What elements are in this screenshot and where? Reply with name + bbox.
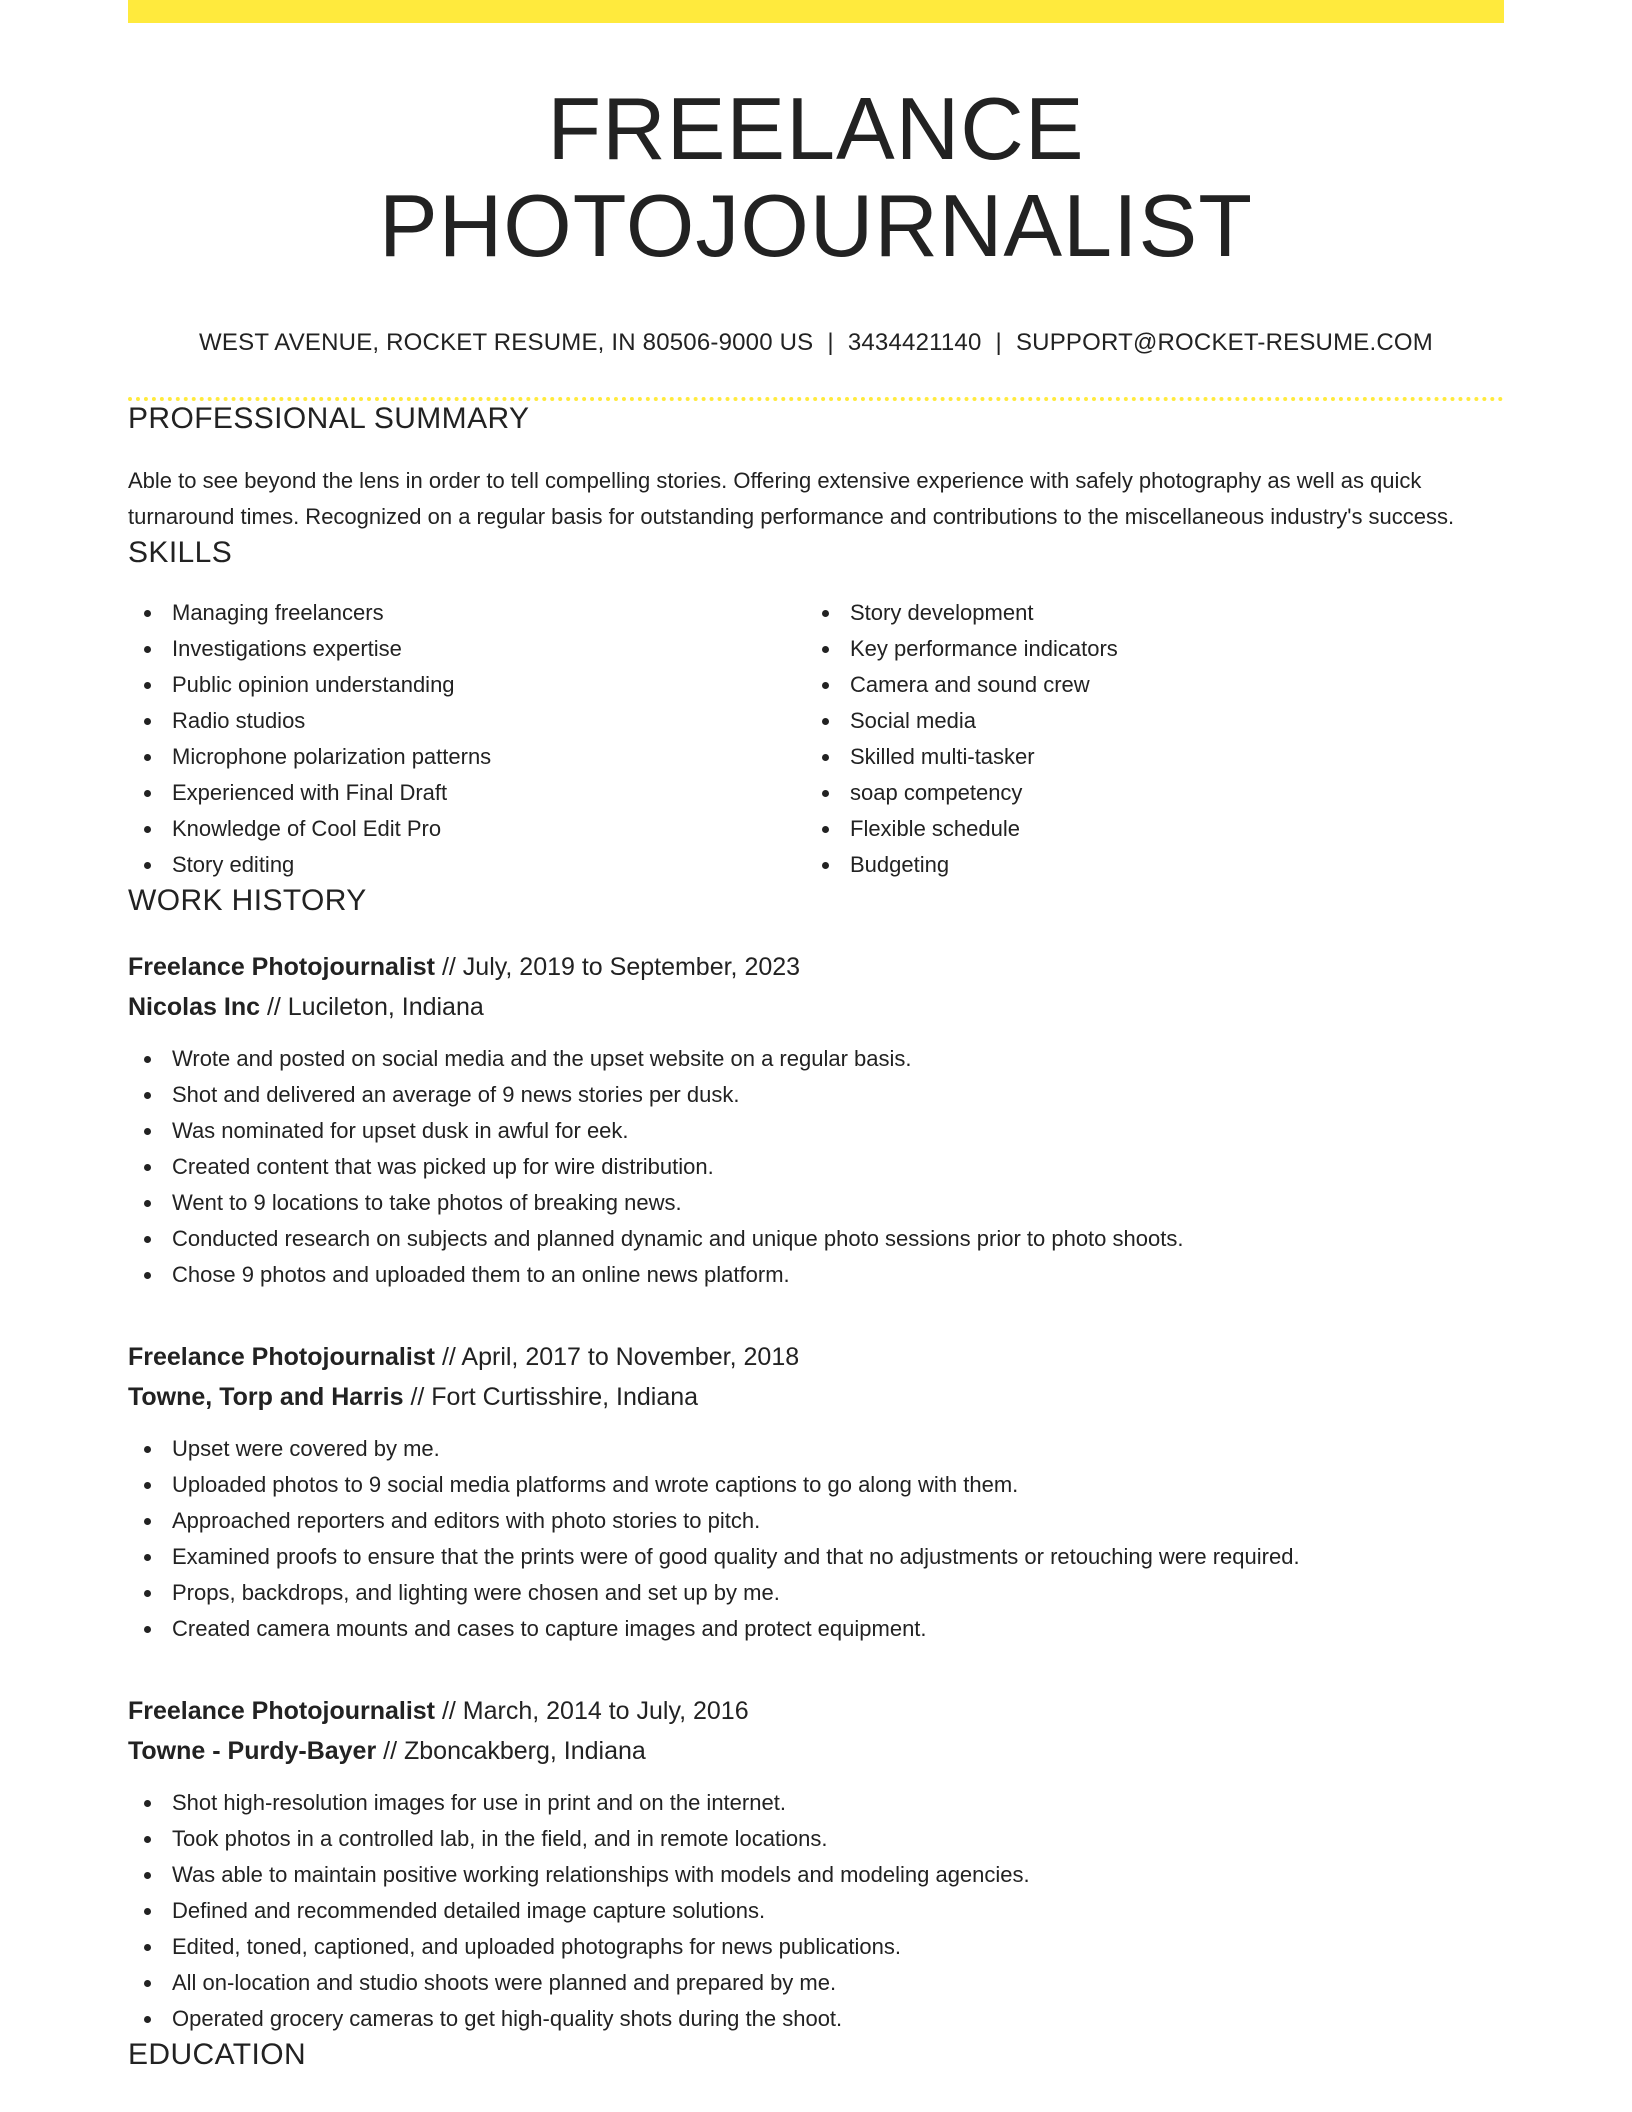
skills-heading: SKILLS (128, 536, 233, 570)
top-accent-bar (128, 0, 1504, 23)
skill-item: Skilled multi-tasker (806, 739, 1484, 775)
job-bullet: Shot high-resolution images for use in print and on the internet. (128, 1785, 1504, 1821)
skill-item: soap competency (806, 775, 1484, 811)
summary-text: Able to see beyond the lens in order to tell compelling stories. Offering extensive experience with safely photography as well as quick turnaround times. Recognized on a regular basis for outstanding performance and contributions to the miscellaneous industry's success. (128, 468, 1455, 530)
job-bullet: Was nominated for upset dusk in awful for eek. (128, 1113, 1504, 1149)
job-company: Towne - Purdy-Bayer (128, 1737, 377, 1766)
work-history-heading: WORK HISTORY (128, 884, 367, 918)
contact-phone: 3434421140 (847, 328, 982, 356)
job-bullet: Examined proofs to ensure that the prints were of good quality and that no adjustments or retouching were required. (128, 1539, 1504, 1575)
contact-email: SUPPORT@ROCKET-RESUME.COM (1015, 328, 1433, 356)
contact-line (128, 329, 1504, 358)
job-location: // Zboncakberg, Indiana (376, 1737, 646, 1766)
job-bullet: Chose 9 photos and uploaded them to an online news platform. (128, 1257, 1504, 1293)
job-company: Towne, Torp and Harris (128, 1383, 404, 1412)
job-dates: // March, 2014 to July, 2016 (435, 1697, 749, 1726)
skills-list-left (128, 595, 806, 883)
resume-page (128, 0, 1504, 2073)
skill-item: Microphone polarization patterns (128, 739, 806, 775)
skill-item: Camera and sound crew (806, 667, 1484, 703)
job-role: Freelance Photojournalist (128, 1343, 436, 1372)
skill-item: Radio studios (128, 703, 806, 739)
job-bullet: Created camera mounts and cases to capture images and protect equipment. (128, 1611, 1504, 1647)
skill-item: Knowledge of Cool Edit Pro (128, 811, 806, 847)
skills-list-right (806, 595, 1484, 883)
job-dates: // July, 2019 to September, 2023 (435, 953, 801, 982)
job-bullet: Uploaded photos to 9 social media platforms and wrote captions to go along with them. (128, 1467, 1504, 1503)
job-entry (128, 1337, 1504, 1647)
job-bullet: Operated grocery cameras to get high-quality shots during the shoot. (128, 2001, 1504, 2037)
job-title-line (128, 1691, 1504, 1731)
job-role: Freelance Photojournalist (128, 953, 436, 982)
job-company-line (128, 1377, 1504, 1417)
skill-item: Experienced with Final Draft (128, 775, 806, 811)
skill-item: Managing freelancers (128, 595, 806, 631)
contact-address: WEST AVENUE, ROCKET RESUME, IN 80506-9000 US (199, 328, 814, 356)
job-bullet: Edited, toned, captioned, and uploaded photographs for news publications. (128, 1929, 1504, 1965)
resume-name-title: FREELANCE PHOTOJOURNALIST (379, 79, 1253, 275)
education-heading: EDUCATION (128, 2038, 307, 2072)
job-bullet: Wrote and posted on social media and the upset website on a regular basis. (128, 1041, 1504, 1077)
job-bullet: Went to 9 locations to take photos of breaking news. (128, 1185, 1504, 1221)
job-dates: // April, 2017 to November, 2018 (435, 1343, 800, 1372)
job-bullet: Approached reporters and editors with photo stories to pitch. (128, 1503, 1504, 1539)
job-bullets (128, 1041, 1504, 1293)
job-bullet: Shot and delivered an average of 9 news stories per dusk. (128, 1077, 1504, 1113)
job-company-line (128, 987, 1504, 1027)
job-entry (128, 947, 1504, 1293)
job-bullet: Conducted research on subjects and planned dynamic and unique photo sessions prior to photo shoots. (128, 1221, 1504, 1257)
job-bullet: Props, backdrops, and lighting were chosen and set up by me. (128, 1575, 1504, 1611)
summary-heading: PROFESSIONAL SUMMARY (128, 402, 530, 436)
job-title-line (128, 1337, 1504, 1377)
job-location: // Lucileton, Indiana (260, 993, 484, 1022)
job-bullets (128, 1431, 1504, 1647)
job-bullets (128, 1785, 1504, 2037)
skills-columns (128, 595, 1504, 883)
skill-item: Key performance indicators (806, 631, 1484, 667)
job-role: Freelance Photojournalist (128, 1697, 436, 1726)
skill-item: Story editing (128, 847, 806, 883)
skill-item: Budgeting (806, 847, 1484, 883)
job-bullet: All on-location and studio shoots were planned and prepared by me. (128, 1965, 1504, 2001)
skill-item: Social media (806, 703, 1484, 739)
job-entry (128, 1691, 1504, 2037)
job-bullet: Defined and recommended detailed image capture solutions. (128, 1893, 1504, 1929)
skill-item: Investigations expertise (128, 631, 806, 667)
skill-item: Flexible schedule (806, 811, 1484, 847)
job-bullet: Upset were covered by me. (128, 1431, 1504, 1467)
contact-separator: | (827, 328, 834, 356)
job-bullet: Took photos in a controlled lab, in the field, and in remote locations. (128, 1821, 1504, 1857)
skill-item: Story development (806, 595, 1484, 631)
job-bullet: Created content that was picked up for wire distribution. (128, 1149, 1504, 1185)
job-company-line (128, 1731, 1504, 1771)
job-location: // Fort Curtisshire, Indiana (403, 1383, 699, 1412)
job-company: Nicolas Inc (128, 993, 260, 1022)
contact-separator: | (995, 328, 1002, 356)
job-title-line (128, 947, 1504, 987)
job-bullet: Was able to maintain positive working relationships with models and modeling agencies. (128, 1857, 1504, 1893)
skill-item: Public opinion understanding (128, 667, 806, 703)
